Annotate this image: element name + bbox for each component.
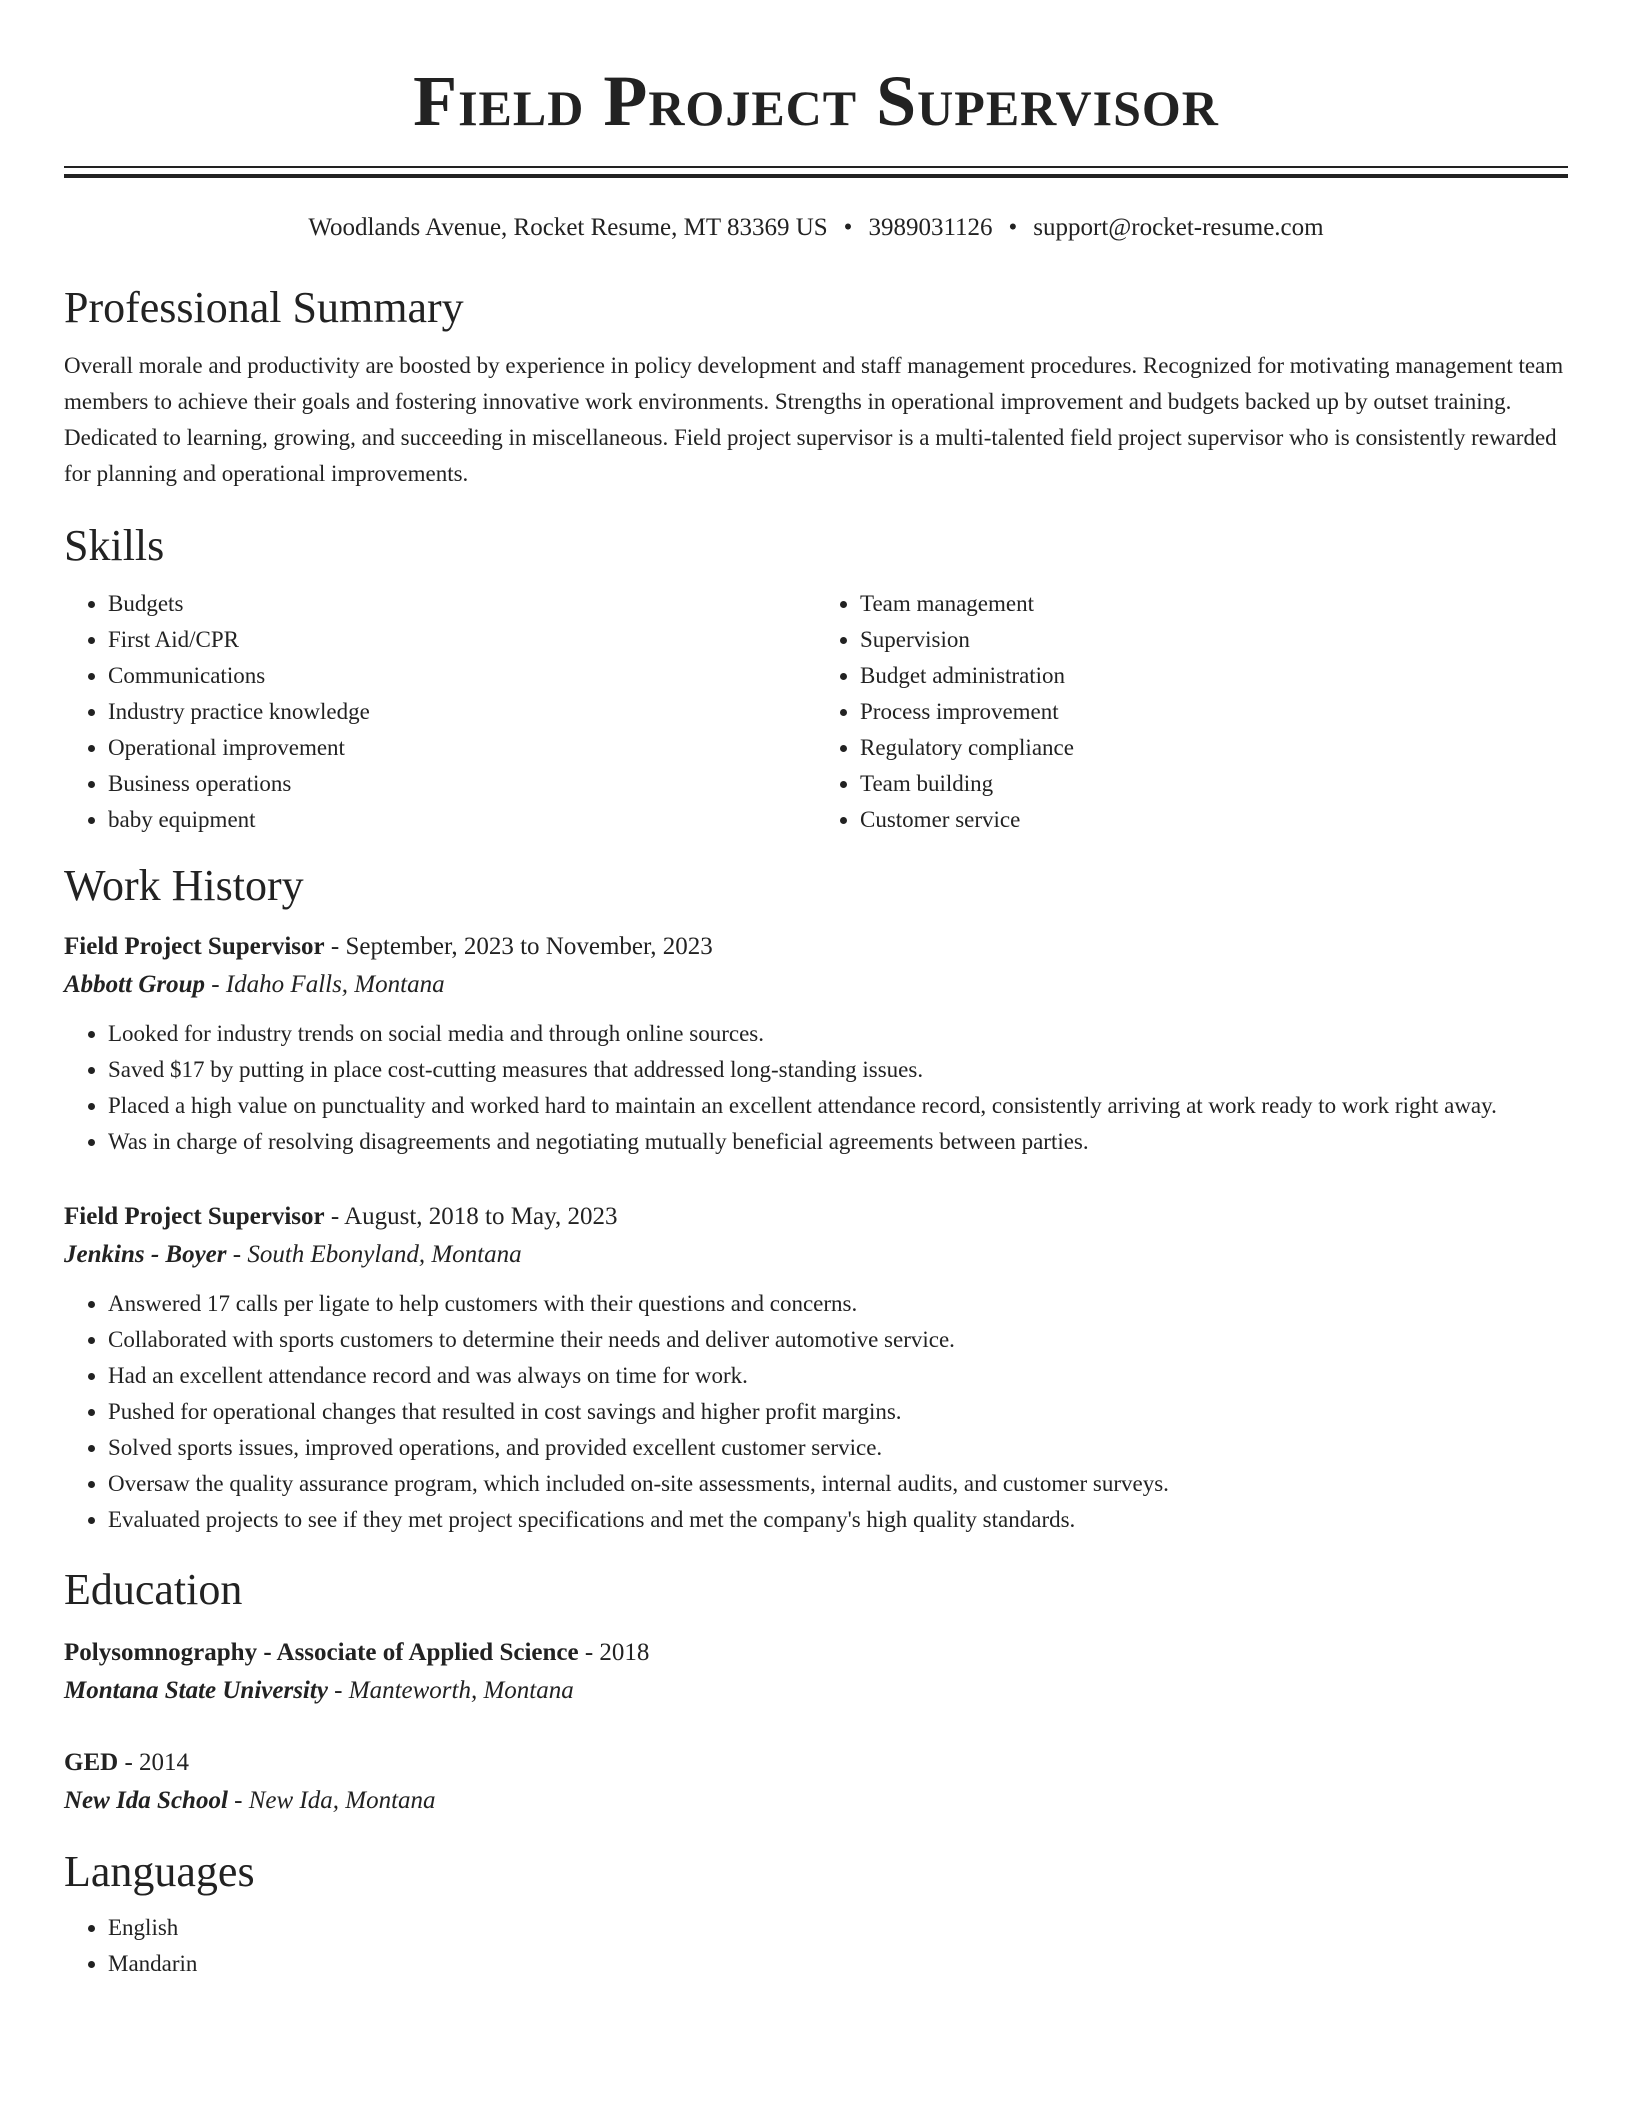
skill-item: • Operational improvement [108,730,816,766]
job-company-line: Abbott Group - Idaho Falls, Montana [64,971,445,998]
education-entry [64,1634,1568,1710]
skill-item: • Communications [108,658,816,694]
section-title-work-history: Work History [64,861,304,910]
job-entry [64,1198,1568,1538]
education-degree-line: Polysomnography - Associate of Applied Science - 2018 [64,1639,650,1666]
skill-item: • Budget administration [860,658,1568,694]
skill-item: • Budgets [108,586,816,622]
job-bullet: • Had an excellent attendance record and was always on time for work. [108,1358,1568,1394]
job-role: Field Project Supervisor [64,1203,325,1230]
contact-separator: • [1008,214,1018,241]
section-title-skills: Skills [64,521,165,570]
language-item: • English [108,1910,1568,1946]
job-dates: August, 2018 to May, 2023 [344,1203,618,1230]
skills-list [64,586,1568,838]
job-company-line: Jenkins - Boyer - South Ebonyland, Montana [64,1241,522,1268]
job-bullet: • Looked for industry trends on social media and through online sources. [108,1016,1568,1052]
candidate-name: Field Project Supervisor [413,61,1219,141]
job-bullet: • Saved $17 by putting in place cost-cutting measures that addressed long-standing issues. [108,1052,1568,1088]
contact-address: Woodlands Avenue, Rocket Resume, MT 83369 US [308,214,828,241]
contact-separator: • [843,214,853,241]
skill-item: • Team building [860,766,1568,802]
job-title-line: Field Project Supervisor - September, 2023 to November, 2023 [64,933,713,960]
skill-item: • Team management [860,586,1568,622]
job-bullet: • Answered 17 calls per ligate to help customers with their questions and concerns. [108,1286,1568,1322]
skill-item: • Regulatory compliance [860,730,1568,766]
job-location: Idaho Falls, Montana [225,971,445,998]
job-role: Field Project Supervisor [64,933,325,960]
job-bullet: • Oversaw the quality assurance program, which included on-site assessments, internal audits, and customer surveys. [108,1466,1568,1502]
education-degree: GED [64,1749,119,1776]
skill-item: • Customer service [860,802,1568,838]
education-year: 2014 [139,1749,190,1776]
section-title-education: Education [64,1565,243,1614]
skills-column-right [816,586,1568,838]
contact-email[interactable]: support@rocket-resume.com [1033,214,1324,241]
summary-text: Overall morale and productivity are boosted by experience in policy development and staff management procedures. Recognized for motivating management team members to achieve their goals and fostering innovative work environments. Strengths in operational improvement and budgets backed up by outset training. Dedicated to learning, growing, and succeeding in miscellaneous. Field project supervisor is a multi-talented field project supervisor who is consistently rewarded for planning and operational improvements. [64,353,1564,486]
job-bullet: • Was in charge of resolving disagreements and negotiating mutually beneficial agreements between parties. [108,1124,1568,1160]
job-bullet: • Collaborated with sports customers to determine their needs and deliver automotive service. [108,1322,1568,1358]
language-item: • Mandarin [108,1946,1568,1982]
job-bullet: • Solved sports issues, improved operations, and provided excellent customer service. [108,1430,1568,1466]
job-bullet: • Evaluated projects to see if they met project specifications and met the company's high quality standards. [108,1502,1568,1538]
job-bullet: • Placed a high value on punctuality and worked hard to maintain an excellent attendance record, consistently arriving at work ready to work right away. [108,1088,1568,1124]
education-year: 2018 [599,1639,650,1666]
languages-list [64,1910,1568,1982]
job-bullet: • Pushed for operational changes that resulted in cost savings and higher profit margins. [108,1394,1568,1430]
education-location: Manteworth, Montana [348,1677,574,1704]
section-title-languages: Languages [64,1847,255,1896]
skill-item: • Industry practice knowledge [108,694,816,730]
contact-line [64,212,1568,244]
job-location: South Ebonyland, Montana [247,1241,522,1268]
education-school-line: Montana State University - Manteworth, Montana [64,1677,574,1704]
job-title-line: Field Project Supervisor - August, 2018 to May, 2023 [64,1203,618,1230]
job-bullets [64,1286,1568,1538]
education-degree: Polysomnography - Associate of Applied Science [64,1639,579,1666]
header-divider [64,166,1568,178]
job-entry [64,928,1568,1160]
education-school: New Ida School [64,1787,228,1814]
education-entry [64,1744,1568,1820]
job-company: Abbott Group [64,971,206,998]
contact-phone: 3989031126 [868,214,993,241]
education-school-line: New Ida School - New Ida, Montana [64,1787,436,1814]
skill-item: • Process improvement [860,694,1568,730]
job-company: Jenkins - Boyer [64,1241,227,1268]
education-location: New Ida, Montana [248,1787,436,1814]
job-dates: September, 2023 to November, 2023 [345,933,713,960]
skill-item: • Supervision [860,622,1568,658]
education-school: Montana State University [64,1677,328,1704]
skill-item: • Business operations [108,766,816,802]
skills-column-left [64,586,816,838]
section-title-summary: Professional Summary [64,283,464,332]
skill-item: • First Aid/CPR [108,622,816,658]
job-bullets [64,1016,1568,1160]
skill-item: • baby equipment [108,802,816,838]
education-degree-line: GED - 2014 [64,1749,190,1776]
